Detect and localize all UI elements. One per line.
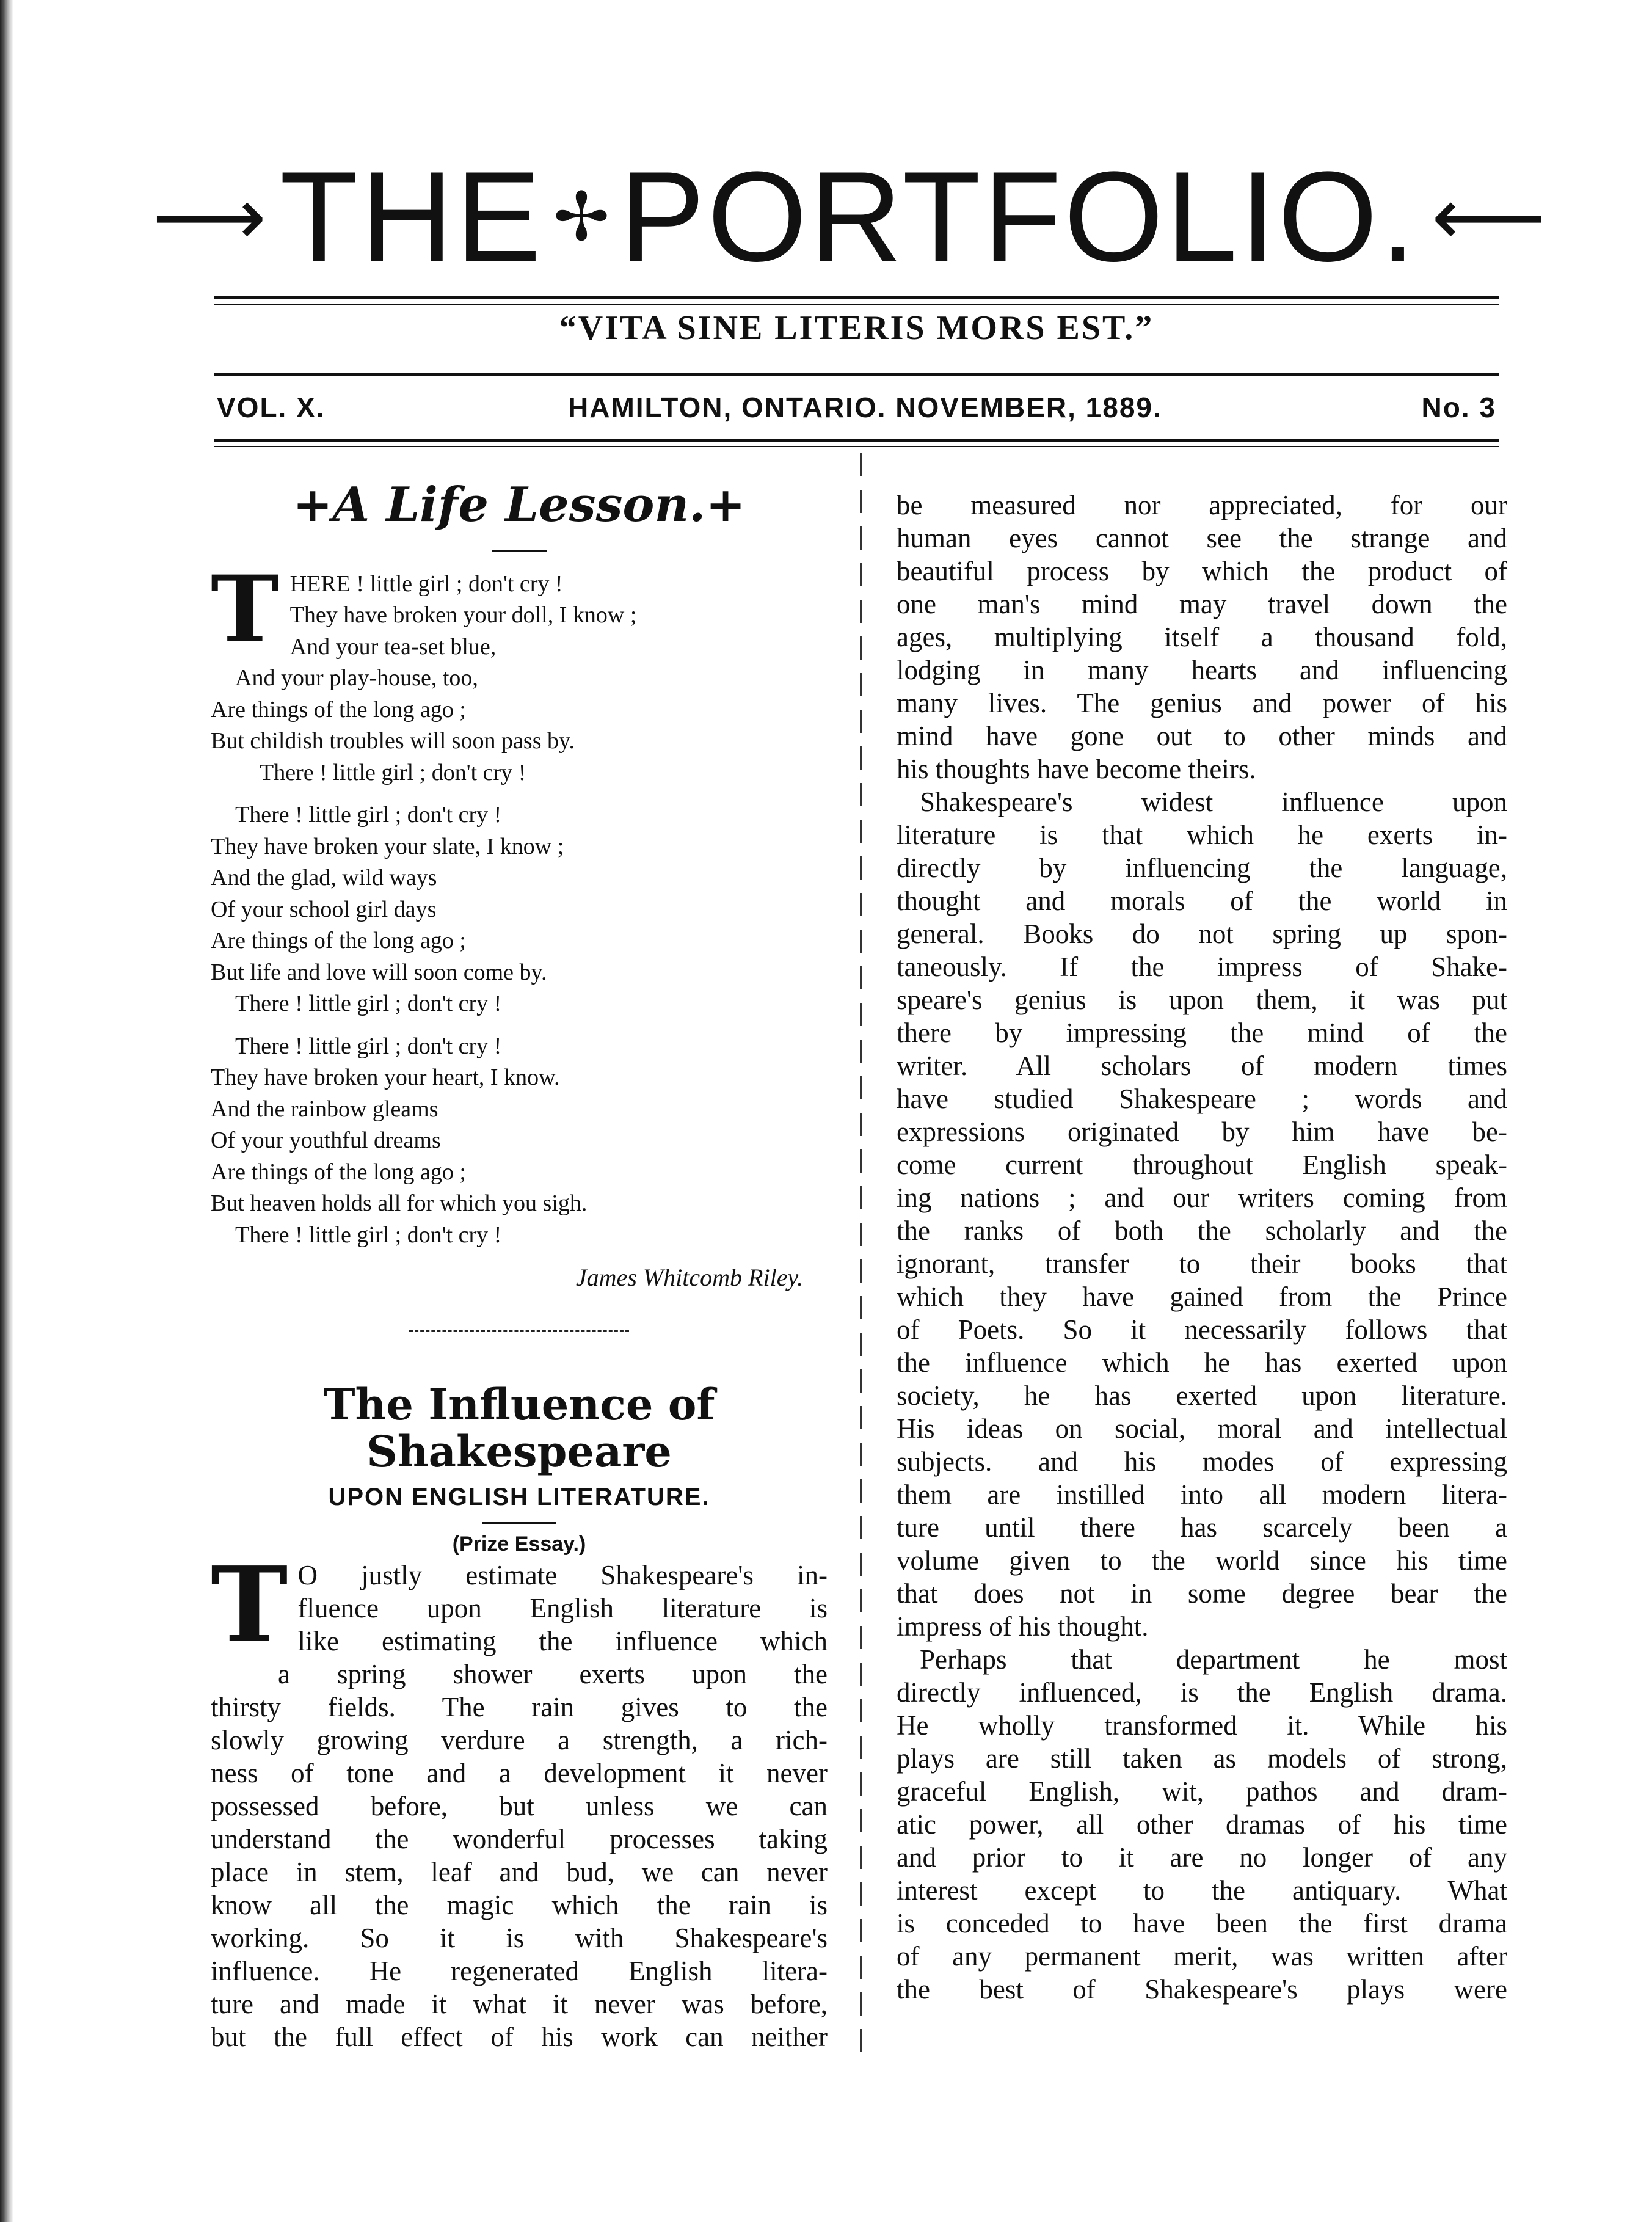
essay-note: (Prize Essay.)	[452, 1532, 586, 1556]
essay-line: of Poets. So it necessarily follows that	[897, 1314, 1507, 1345]
poem-stanza	[211, 555, 828, 789]
cross-ornament-icon: ✢	[553, 178, 610, 256]
essay-line: influence. He regenerated English litera-	[211, 1955, 828, 1986]
essay-line: writer. All scholars of modern times	[897, 1051, 1507, 1081]
masthead	[152, 144, 1546, 290]
essay-line: ture until there has scarcely been a	[897, 1512, 1507, 1543]
essay-line: ages, multiplying itself a thousand fold,	[897, 622, 1507, 652]
essay-line: know all the magic which the rain is	[211, 1889, 828, 1920]
issue-number: No. 3	[1421, 392, 1496, 423]
volume: VOL. X.	[217, 392, 326, 423]
left-column	[211, 476, 828, 2053]
essay-line: thirsty fields. The rain gives to the	[211, 1691, 828, 1722]
essay-line: understand the wonderful processes taking	[211, 1823, 828, 1854]
motto-rule	[214, 373, 1499, 376]
issue-rule	[214, 439, 1499, 442]
essay-line: directly influenced, is the English drama.	[897, 1677, 1507, 1708]
poem-line: But life and love will soon come by.	[211, 959, 547, 985]
poem-author: James Whitcomb Riley.	[575, 1264, 803, 1292]
essay-line: possessed before, but unless we can	[211, 1790, 828, 1821]
poem	[211, 555, 828, 1294]
scan-edge	[0, 0, 13, 2222]
poem-line: They have broken your slate, I know ;	[211, 833, 564, 859]
essay-line: and prior to it are no longer of any	[897, 1842, 1507, 1873]
essay-line: his thoughts have become theirs.	[897, 754, 1256, 784]
essay-line: ignorant, transfer to their books that	[897, 1248, 1507, 1279]
poem-line: There ! little girl ; don't cry !	[260, 759, 526, 785]
right-arrow-ornament-icon: ⟵	[1432, 170, 1546, 263]
essay-line: He wholly transformed it. While his	[897, 1710, 1507, 1741]
poem-stanza	[211, 1031, 828, 1251]
issue-rule-thin	[214, 446, 1499, 447]
essay-line: place in stem, leaf and bud, we can never	[211, 1856, 828, 1887]
essay-line: the best of Shakespeare's plays were	[897, 1974, 1507, 2005]
essay-line: beautiful process by which the product of	[897, 556, 1507, 586]
essay-line: His ideas on social, moral and intellectual	[897, 1413, 1507, 1444]
poem-line: They have broken your heart, I know.	[211, 1065, 560, 1091]
essay-dropcap: T	[211, 1543, 288, 1666]
essay-line: which they have gained from the Prince	[897, 1281, 1507, 1312]
essay-title: The Influence of Shakespeare	[323, 1379, 715, 1477]
issue-line	[214, 391, 1499, 434]
poem-line: There ! little girl ; don't cry !	[235, 1222, 502, 1248]
essay-line: be measured nor appreciated, for our	[897, 490, 1507, 520]
poem-line: But childish troubles will soon pass by.	[211, 728, 575, 754]
poem-title: +A Life Lesson.+	[293, 477, 746, 533]
essay-line: a spring shower exerts upon the	[278, 1658, 828, 1689]
poem-line: Of your school girl days	[211, 896, 437, 922]
column-divider	[860, 453, 862, 2060]
poem-line: Of your youthful dreams	[211, 1127, 441, 1154]
essay-line: Shakespeare's widest influence upon	[920, 787, 1507, 817]
poem-line: And your tea-set blue,	[289, 633, 497, 660]
essay-line: volume given to the world since his time	[897, 1545, 1507, 1576]
essay-line: speare's genius is upon them, it was put	[897, 985, 1507, 1015]
essay-line: impress of his thought.	[897, 1611, 1149, 1642]
essay-line: ing nations ; and our writers coming from	[897, 1182, 1507, 1213]
essay-line: the influence which he has exerted upon	[897, 1347, 1507, 1378]
essay-line: fluence upon English literature is	[297, 1592, 828, 1623]
essay-line: ture and made it what it never was before,	[211, 1988, 828, 2019]
essay-line: have studied Shakespeare ; words and	[897, 1084, 1507, 1114]
poem-line: There ! little girl ; don't cry !	[235, 802, 502, 828]
essay-line: of any permanent merit, was written after	[897, 1941, 1507, 1972]
essay-line: atic power, all other dramas of his time	[897, 1809, 1507, 1840]
essay-line: taneously. If the impress of Shake-	[897, 952, 1507, 982]
poem-line: And the rainbow gleams	[211, 1096, 438, 1122]
title-the: THE	[279, 145, 544, 288]
poem-title-rule	[492, 550, 547, 552]
essay-line: general. Books do not spring up spon-	[897, 919, 1507, 949]
poem-line: Are things of the long ago ;	[211, 696, 466, 723]
poem-line: Are things of the long ago ;	[211, 928, 466, 954]
title-portfolio: PORTFOLIO.	[619, 145, 1419, 288]
essay-line: working. So it is with Shakespeare's	[211, 1922, 828, 1953]
essay-line: slowly growing verdure a strength, a rich-	[211, 1724, 828, 1755]
essay-line: lodging in many hearts and influencing	[897, 655, 1507, 685]
poem-line: They have broken your doll, I know ;	[289, 602, 637, 628]
essay-line: plays are still taken as models of strong,	[897, 1743, 1507, 1774]
essay-line: one man's mind may travel down the	[897, 589, 1507, 619]
essay-line: society, he has exerted upon literature.	[897, 1380, 1507, 1411]
poem-stanza	[211, 800, 828, 1020]
essay-line: is conceded to have been the first drama	[897, 1908, 1507, 1939]
essay-line: but the full effect of his work can neither	[211, 2021, 828, 2052]
motto: “VITA SINE LITERIS MORS EST.”	[559, 309, 1154, 347]
essay-line: literature is that which he exerts in-	[897, 820, 1507, 850]
essay-line: like estimating the influence which	[297, 1625, 828, 1656]
poem-dropcap: T	[211, 555, 279, 663]
essay-line: mind have gone out to other minds and	[897, 721, 1507, 751]
essay-line: them are instilled into all modern litera-	[897, 1479, 1507, 1510]
place-date: HAMILTON, ONTARIO. NOVEMBER, 1889.	[568, 392, 1162, 423]
essay-line: that does not in some degree bear the	[897, 1578, 1507, 1609]
poem-line: HERE ! little girl ; don't cry !	[289, 570, 563, 597]
essay-line: Perhaps that department he most	[920, 1644, 1507, 1675]
essay-line: subjects. and his modes of expressing	[897, 1446, 1507, 1477]
essay-line: directly by influencing the language,	[897, 853, 1507, 883]
essay-line: ness of tone and a development it never	[211, 1757, 828, 1788]
essay-line: many lives. The genius and power of his	[897, 688, 1507, 718]
essay-line: there by impressing the mind of the	[897, 1018, 1507, 1048]
essay-line: O justly estimate Shakespeare's in-	[297, 1559, 828, 1590]
poem-line: There ! little girl ; don't cry !	[235, 991, 502, 1017]
section-separator	[409, 1330, 629, 1332]
essay-line: interest except to the antiquary. What	[897, 1875, 1507, 1906]
essay-line: thought and morals of the world in	[897, 886, 1507, 916]
essay-line: graceful English, wit, pathos and dram-	[897, 1776, 1507, 1807]
essay-line: the ranks of both the scholarly and the	[897, 1215, 1507, 1246]
essay-subtitle-rule	[482, 1522, 556, 1524]
poem-line: And your play-house, too,	[235, 665, 478, 691]
essay-line: human eyes cannot see the strange and	[897, 523, 1507, 553]
left-arrow-ornament-icon: ⟶	[152, 170, 266, 263]
essay-line: expressions originated by him have be-	[897, 1116, 1507, 1147]
essay-line: come current throughout English speak-	[897, 1149, 1507, 1180]
poem-line: And the glad, wild ways	[211, 865, 437, 891]
masthead-rule-top	[214, 296, 1499, 299]
essay-body-right	[897, 489, 1507, 2006]
masthead-rule-top-thin	[214, 304, 1499, 305]
poem-line: Are things of the long ago ;	[211, 1159, 466, 1185]
poem-line: There ! little girl ; don't cry !	[235, 1033, 502, 1059]
essay-subtitle: UPON ENGLISH LITERATURE.	[328, 1483, 710, 1510]
poem-line: But heaven holds all for which you sigh.	[211, 1190, 588, 1217]
